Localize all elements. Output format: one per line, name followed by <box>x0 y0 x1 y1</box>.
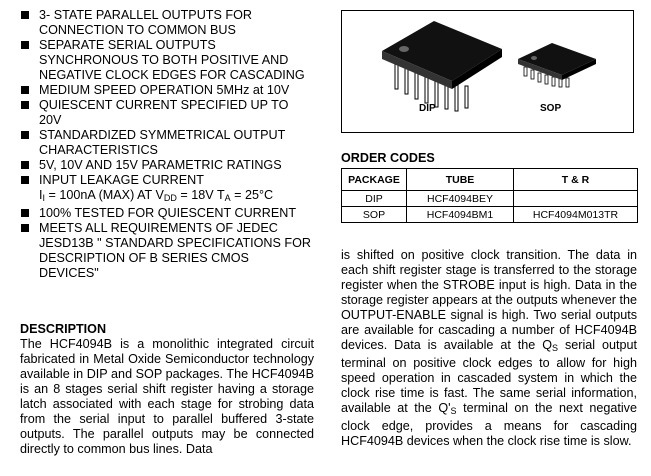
description-title: DESCRIPTION <box>20 322 107 336</box>
leakage-formula: $I_I = 100nA$ (MAX) AT $V_{DD} = 18V$ $T_A = 25^\circ C$ <box>39 188 274 203</box>
table-header-row <box>342 169 638 191</box>
table-cell <box>514 191 638 207</box>
feature-item: MEETS ALL REQUIREMENTS OF JEDEC JESD13B " STANDARD SPECIFICATIONS FOR DESCRIPTION OF B SERIES CMOS DEVICES" <box>20 221 312 281</box>
bullet-square-icon <box>21 176 29 184</box>
table-cell: HCF4094BM1 <box>407 207 514 223</box>
sop-label: SOP <box>540 103 562 114</box>
table-cell: DIP <box>342 191 407 207</box>
features-list <box>20 8 312 281</box>
feature-item: MEDIUM SPEED OPERATION 5MHz at 10V <box>20 83 312 98</box>
feature-item: QUIESCENT CURRENT SPECIFIED UP TO 20V <box>20 98 312 128</box>
order-codes-table <box>341 168 638 223</box>
bullet-square-icon <box>21 161 29 169</box>
table-cell: HCF4094BEY <box>407 191 514 207</box>
table-cell: SOP <box>342 207 407 223</box>
table-cell: HCF4094M013TR <box>514 207 638 223</box>
feature-item: SEPARATE SERIAL OUTPUTS SYNCHRONOUS TO BOTH POSITIVE AND NEGATIVE CLOCK EDGES FOR CASCADING <box>20 38 312 83</box>
table-row <box>342 207 638 223</box>
feature-item: STANDARDIZED SYMMETRICAL OUTPUT CHARACTERISTICS <box>20 128 312 158</box>
bullet-square-icon <box>21 41 29 49</box>
feature-item: 5V, 10V AND 15V PARAMETRIC RATINGS <box>20 158 312 173</box>
description-text-left: The HCF4094B is a monolithic integrated circuit fabricated in Metal Oxide Semiconductor technology available in DIP and SOP packages. The HCF4094B is an 8 stages serial shift register having a storage latch associated with each stage for strobing data from the serial input to parallel buffered 3-state outputs. The parallel outputs may be connected directly to common bus lines. Data <box>20 337 314 456</box>
bullet-square-icon <box>21 101 29 109</box>
package-illustration-box <box>341 10 634 133</box>
bullet-square-icon <box>21 224 29 232</box>
package-drawings <box>342 11 632 131</box>
sop-package-icon <box>518 43 596 87</box>
bullet-square-icon <box>21 131 29 139</box>
features-column <box>20 8 312 281</box>
column-header: TUBE <box>407 169 514 191</box>
bullet-square-icon <box>21 86 29 94</box>
column-header: T & R <box>514 169 638 191</box>
bullet-square-icon <box>21 209 29 217</box>
dip-label: DIP <box>419 103 436 114</box>
feature-item: 3- STATE PARALLEL OUTPUTS FOR CONNECTION TO COMMON BUS <box>20 8 312 38</box>
bullet-square-icon <box>21 11 29 19</box>
order-codes-title: ORDER CODES <box>341 151 435 165</box>
column-header: PACKAGE <box>342 169 407 191</box>
description-text-right: is shifted on positive clock transition. The data in each shift register stage is transferred to the storage register when the STROBE input is high. Data in the storage register appears at the outputs whenever the OUTPUT-ENABLE signal is high. Two serial outputs are available for cascading a number of HCF4094B devices. Data is available at the $Q_S$ serial output terminal on positive clock edges to allow for high speed operation in cascaded system in which the clock rise time is fast. The same serial information, available at the $Q'_S$ terminal on the next negative clock edge, provides a means for cascading HCF4094B devices when the clock rise time is slow. <box>341 248 637 448</box>
table-row <box>342 191 638 207</box>
feature-item: INPUT LEAKAGE CURRENT $I_I = 100nA$ (MAX) AT $V_{DD} = 18V$ $T_A = 25^\circ C$ <box>20 173 312 206</box>
feature-item: 100% TESTED FOR QUIESCENT CURRENT <box>20 206 312 221</box>
dip-package-icon <box>382 21 502 111</box>
